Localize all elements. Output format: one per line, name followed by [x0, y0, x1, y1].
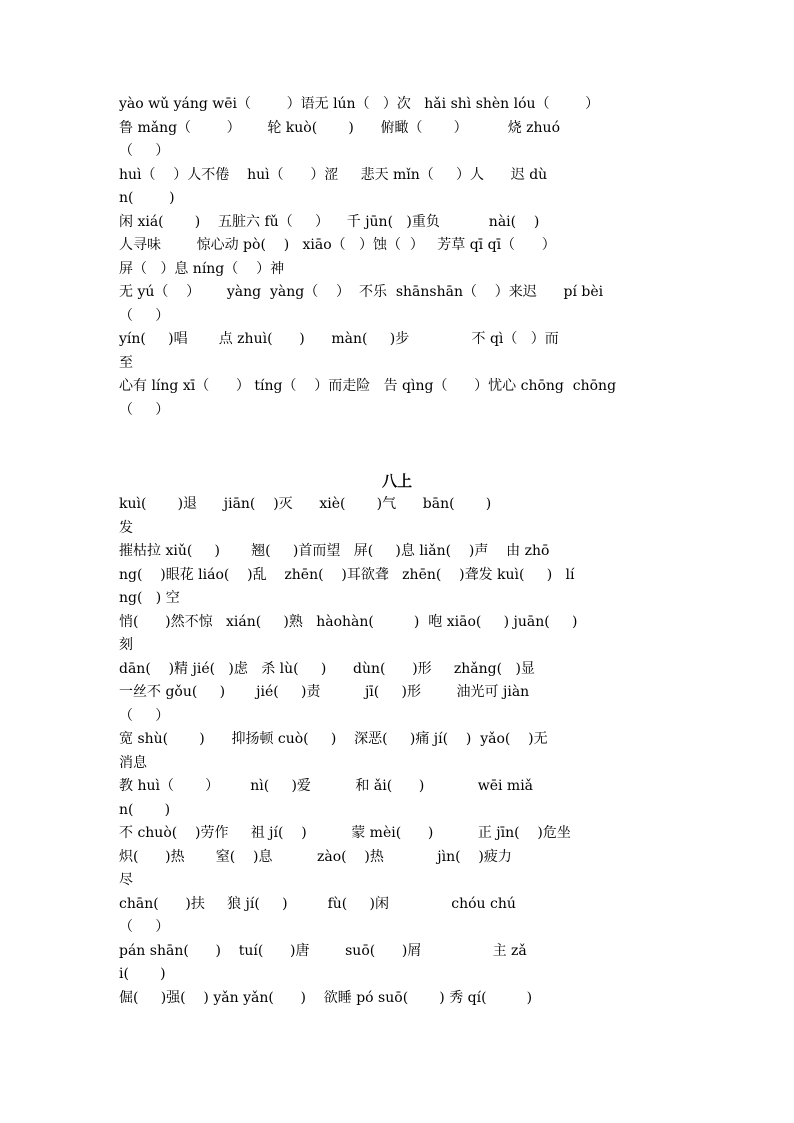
text-line: 无 yú（ ） yàng yàng（ ） 不乐 shānshān（ ）来迟 pí bèi — [119, 284, 604, 300]
text-line: ng( ) 空 — [119, 590, 180, 606]
text-line: 发 — [119, 519, 133, 536]
text-line: chān( )扶 狼 jí( ) fù( )闲 chóu chú — [119, 895, 516, 912]
text-line: yín( )唱 点 zhuì( ) màn( )步 不 qì（ ）而 — [119, 331, 559, 347]
part2-block — [119, 493, 675, 1010]
text-line: n( ) — [119, 190, 175, 206]
text-line: 至 — [119, 354, 133, 371]
text-line: kuì( )退 jiān( )灭 xiè( )气 bān( ) — [119, 496, 492, 512]
text-line: 宽 shù( ) 抑扬顿 cuò( ) 深恶( )痛 jí( ) yǎo( )无 — [119, 731, 548, 747]
text-line: 悄( )然不惊 xián( )熟 hàohàn( ) 咆 xiāo( ) juān( ) — [119, 613, 578, 630]
text-line: 尽 — [119, 872, 133, 888]
text-line: 摧枯拉 xiǔ( ) 翘( )首而望 屏( )息 liǎn( )声 由 zhō — [119, 543, 550, 559]
text-line: （ ） — [119, 919, 170, 935]
text-line: 鲁 mǎng（ ） 轮 kuò( ) 俯瞰（ ） 烧 zhuó — [119, 119, 560, 136]
text-line: ng( )眼花 liáo( )乱 zhēn( )耳欲聋 zhēn( )聋发 kuì( ) lí — [119, 566, 575, 583]
text-line: 闲 xiá( ) 五脏六 fǔ（ ） 千 jūn( )重负 nài( ) — [119, 213, 540, 230]
text-line: （ ） — [119, 307, 170, 324]
text-line: dān( )精 jié( )虑 杀 lù( ) dùn( )形 zhǎng( )显 — [119, 660, 535, 677]
text-line: i( ) — [119, 966, 166, 982]
text-line: 屏（ ）息 níng（ ）神 — [119, 260, 285, 277]
text-line: 一丝不 gǒu( ) jié( )责 jī( )形 油光可 jiàn — [119, 684, 530, 700]
text-line: huì（ ）人不倦 huì（ ）涩 悲天 mǐn（ ）人 迟 dù — [119, 166, 548, 183]
worksheet-page — [119, 93, 675, 1010]
text-line: 不 chuò( )劳作 祖 jí( ) 蒙 mèi( ) 正 jīn( )危坐 — [119, 825, 571, 841]
text-line: 教 huì（ ） nì( )爱 和 ǎi( ) wēi miǎ — [119, 778, 534, 794]
text-line: 刻 — [119, 637, 133, 653]
text-line: pán shān( ) tuí( )唐 suō( )屑 主 zǎ — [119, 942, 527, 959]
text-line: 消息 — [119, 754, 147, 771]
text-line: 倔( )强( ) yǎn yǎn( ) 欲睡 pó suō( ) 秀 qí( ) — [119, 989, 533, 1006]
text-line: n( ) — [119, 801, 171, 818]
text-line: 炽( )热 窒( )息 zào( )热 jìn( )疲力 — [119, 848, 512, 865]
spacer — [119, 422, 675, 469]
text-line: （ ） — [119, 143, 170, 159]
part1-block — [119, 93, 675, 422]
text-line: 人寻味 惊心动 pò( ) xiāo（ ）蚀（ ） 芳草 qī qī（ ） — [119, 237, 556, 253]
text-line: yào wǔ yáng wēi（ ）语无 lún（ ）次 hǎi shì shèn lóu（ ） — [119, 96, 600, 112]
text-line: （ ） — [119, 401, 170, 418]
section-title: 八上 — [381, 472, 412, 490]
text-line: （ ） — [119, 707, 170, 724]
text-line: 心有 líng xī（ ） tíng（ ）而走险 告 qìng（ ）忧心 chōng chōng — [119, 378, 617, 394]
